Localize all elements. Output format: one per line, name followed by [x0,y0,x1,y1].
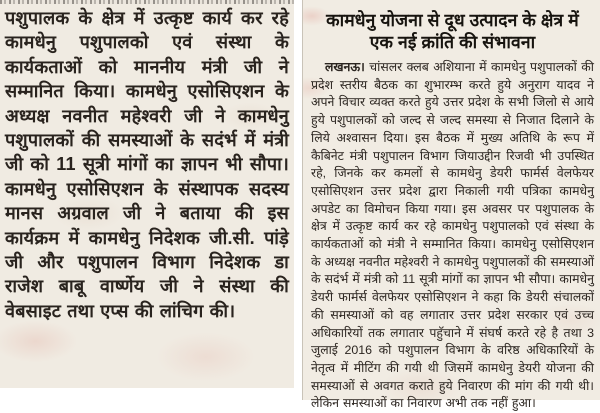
right-article-headline [311,9,594,53]
headline-line-1: कामधेनु योजना से दूध उत्पादन के क्षेत्र में [326,10,579,30]
dateline: लखनऊ। [325,60,365,74]
right-article-body [311,59,594,413]
right-article-body-text: चांसलर क्लब अशियाना में कामधेनु पशुपालकों की प्रदेश स्तरीय बैठक का शुभारम्भ करते हुये अनुराग यादव ने अपने विचार व्यक्त करते हुये उत्तर प्रदेश के सभी जिलो से आये हुये पशुपालकों को जल्द से जल्द समस्या से निजात दिलाने के लिये अश्वासन दिया। इस बैठक में मुख्य अतिथि के रूप में कैबिनेट मंत्री पशुपालन विभाग जियाउद्दीन रिजवी भी उपस्थित रहे, जिनके कर कमलों से कामधेनु डेयरी फार्मर्स वेलफेयर एसोसिएशन उत्तर प्रदेश द्वारा निकाली गयी पत्रिका कामधेनु अपडेट का विमोचन किया गया। इस अवसर पर पशुपालक के क्षेत्र में उत्कृष्ट कार्य कर रहे कामधेनु पशुपालको एवं संस्था के कार्यकताओं को मंत्री ने सम्मानित किया। कामधेनु एसोसिएशन के अध्यक्ष नवनीत महेश्वरी ने कामधेनु पशुपालकों की समस्याओं के सदंर्भ में मंत्री को 11 सूत्री मांगों का ज्ञापन भी सौपा। कामधेनु डेयरी फार्मर्स वेलफेयर एसोसिएशन ने कहा कि डेयरी संचालकों की समस्याओं को वह लगातार उत्तर प्रदेश सरकार एवं उच्च अधिकारियों तक लगातार पहुॅचाने में संघर्ष करते रहे है तथा 3 जुलाई 2016 को पशुपालन विभाग के वरिष्ठ अधिकारियों के नेतृत्व में मीटिंग की गयी थी जिसमें कामधेनु डेयरी योजना की समस्याओं से अवगत कराते हुये निवारण की मांग की गयी थी। लेकिन समस्याओं का निवारण अभी तक नहीं हुआ। [311,60,594,411]
newspaper-clipping-left [0,0,294,388]
left-article-text: पशुपालक के क्षेत्र में उत्कृष्ट कार्य कर रहे कामधेनु पशुपालको एवं संस्था के कार्यकताओं को माननीय मंत्री जी ने सम्मानित किया। कामधेनु एसोसिएशन के अध्यक्ष नवनीत महेश्वरी जी ने कामधेनु पशुपालकों की समस्याओं के सदंर्भ में मंत्री जी को 11 सूत्री मांगों का ज्ञापन भी सौपा। कामधेनु एसोसिएशन के संस्थापक सदस्य मानस अग्रवाल जी ने बताया की इस कार्यक्रम में कामधेनु निदेशक जी.सी. पांड़े जी और पशुपालन विभाग निदेशक डा राजेश बाबू वार्ष्णेय जी ने संस्था की वेबसाइट तथा एप्स की लांचिग की। [5,8,289,321]
newspaper-clipping-right [302,0,600,411]
headline-line-2: एक नई क्रांति की संभावना [369,32,536,52]
torn-edge-decoration [0,0,294,4]
